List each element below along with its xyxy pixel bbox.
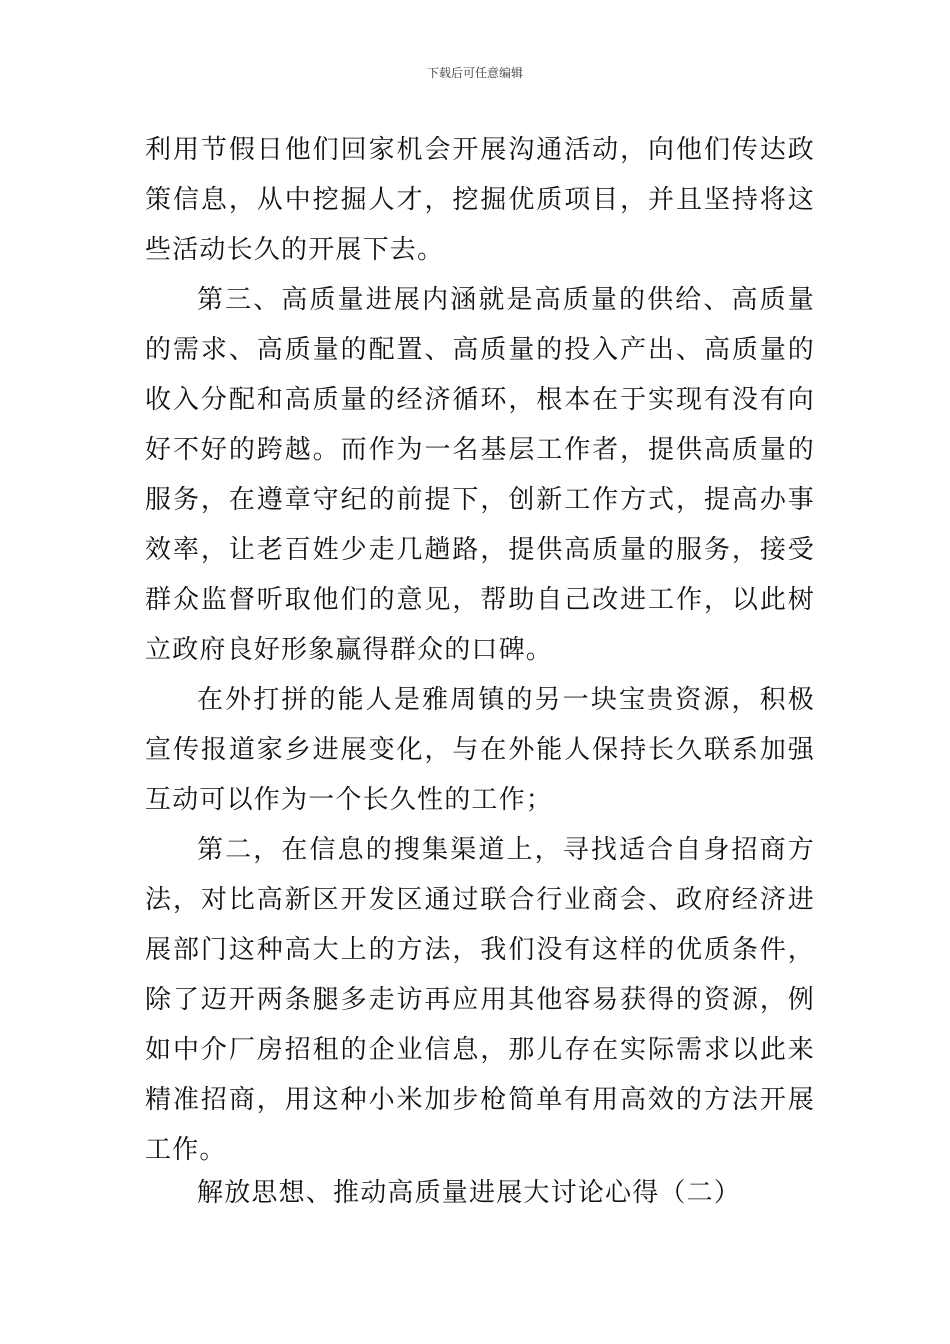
section-title: 解放思想、推动高质量进展大讨论心得（二） <box>197 1178 742 1208</box>
paragraph-3: 在外打拼的能人是雅周镇的另一块宝贵资源，积极宣传报道家乡进展变化，与在外能人保持长久联系加强互动可以作为一个长久性的工作； <box>145 685 815 815</box>
paragraph-1: 利用节假日他们回家机会开展沟通活动，向他们传达政策信息，从中挖掘人才，挖掘优质项目，并且坚持将这些活动长久的开展下去。 <box>145 135 815 265</box>
paragraph-2: 第三、高质量进展内涵就是高质量的供给、高质量的需求、高质量的配置、高质量的投入产出、高质量的收入分配和高质量的经济循环，根本在于实现有没有向好不好的跨越。而作为一名基层工作者，提供高质量的服务，在遵章守纪的前提下，创新工作方式，提高办事效率，让老百姓少走几趟路，提供高质量的服务，接受群众监督听取他们的意见，帮助自己改进工作，以此树立政府良好形象赢得群众的口碑。 <box>145 285 815 665</box>
document-body <box>145 125 815 1175</box>
paragraph-4: 第二，在信息的搜集渠道上，寻找适合自身招商方法，对比高新区开发区通过联合行业商会、政府经济进展部门这种高大上的方法，我们没有这样的优质条件，除了迈开两条腿多走访再应用其他容易获得的资源，例如中介厂房招租的企业信息，那儿存在实际需求以此来精准招商，用这种小米加步枪简单有用高效的方法开展工作。 <box>145 835 815 1165</box>
page-header: 下载后可任意编辑 <box>426 66 523 80</box>
